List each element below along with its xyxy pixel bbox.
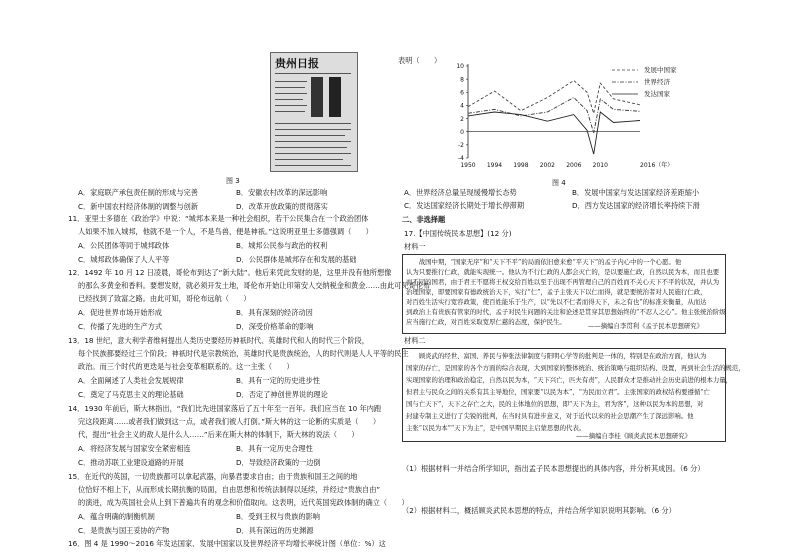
q11-option-a[interactable]: A．公民团体等同于城邦政体 [78, 241, 170, 250]
q12-stem-2: 的那么多黄金和香料。要想发财，就必须开发土地，哥伦布开始让印第安人交纳税金和黄金……由此可见哥伦布 [78, 281, 431, 290]
q10-option-a[interactable]: A．家庭联产承包责任制的形成与完善 [78, 188, 198, 197]
material1-title: 材料一 [404, 242, 426, 251]
q13-option-b[interactable]: B．具有一定的历史进步性 [236, 376, 320, 385]
y-tick-label: 4 [460, 102, 464, 110]
x-tick-label: 1994 [486, 162, 503, 169]
y-tick-label: 10 [456, 63, 464, 71]
q10-option-b[interactable]: B．安徽农村改革的深远影响 [236, 188, 328, 197]
material1-line-1: 战国中期，“国家无序”和“天下不平”的局面依旧愈来愈“平天下”的孟子内心中的一个心愿。他 [406, 258, 682, 266]
series-line-1 [468, 98, 640, 134]
section-heading: 二、非选择题 [402, 215, 446, 224]
q12-option-a[interactable]: A．促进世界市场开始形成 [78, 308, 162, 317]
newspaper-masthead: 贵州日报 [275, 57, 319, 70]
material2-line-1: 顾炎武的经世、富国、养民与伸张法律制度与阳明心学等的批判是一体的，特别是在政治方面，他认为 [406, 352, 707, 360]
y-tick-label: -2 [458, 142, 464, 150]
q11-option-d[interactable]: D．公民群体是城邦存在和发展的基础 [236, 255, 357, 264]
q17-ask-2[interactable]: （2）根据材料二，概括顾炎武民本思想的特点，并结合所学知识说明其影响。（6 分） [402, 506, 676, 515]
q13-option-c[interactable]: C．奠定了马克思主义的理论基础 [78, 390, 184, 399]
y-tick-label: 0 [460, 128, 464, 136]
growth-rate-chart [444, 60, 704, 172]
y-tick-label: 2 [460, 115, 464, 123]
q13-stem-1: 13．18 世纪，意大利学者维柯提出人类历史要经历神祇时代、英雄时代和人的时代三个阶段， [68, 336, 369, 345]
y-tick-label: -4 [458, 155, 464, 163]
q15-stem-3: 的演进，成为英国社会从上到下普遍共有的观念和价值取向。这表明，近代英国宪政体制的确立（ ） [78, 498, 409, 507]
q12-option-b[interactable]: B．具有深刻的经济动因 [236, 308, 313, 317]
material1-line-3: 而不同的国君，由于君王不愿将王权交给百姓以至于出现不再管理自己的百姓而不关心天下不平的状况，并认为 [406, 278, 720, 286]
x-tick-label: 1998 [513, 162, 529, 169]
material2-line-4: 但君主与民众之间的关系有其主导地位，国家要“以民为本”，“为民而立君”。主张国家的政权结构要遵循“亡 [406, 388, 710, 396]
q11-option-b[interactable]: B．城邦公民参与政治的权利 [236, 241, 328, 250]
fig3-label: 图 3 [226, 177, 240, 185]
q15-option-b[interactable]: B．受到王权与贵族的影响 [236, 512, 320, 521]
q14-stem-3: 代，提出“社会主义的敌人是什么人……”后来在斯大林的体制下，斯大林的说法（ ） [78, 430, 359, 439]
q11-stem-1: 11．亚里士多德在《政治学》中说：“城邦本来是一种社会组织，若干公民集合在一个政治团体 [68, 214, 369, 223]
material2-line-7: 主张“以民为本”“天下为主”，是中国早期民主启蒙思想的代表。 [406, 424, 586, 432]
material2-title: 材料二 [404, 336, 426, 345]
series-line-2 [468, 112, 640, 154]
material1-line-5: 对百姓生活实行宽容政策，使百姓能乐于生产，以“先以不仁者而得天下，未之有也”的标准来衡量，从而达 [406, 298, 707, 306]
q10-option-d[interactable]: D．改革开放政策的贯彻落实 [236, 202, 328, 211]
q12-stem-3: 已经找到了致富之路。由此可知，哥伦布远航（ ） [78, 294, 251, 303]
q14-stem-1: 14．1930 年前后，斯大林指出，“我们比先进国家落后了五十年至一百年。我们应当在 10 年内跑 [68, 404, 382, 413]
q10-option-c[interactable]: C．新中国农村经济体制的调整与创新 [78, 202, 199, 211]
q12-option-d[interactable]: D．深受价格革命的影响 [236, 322, 314, 331]
fig4-label: 图 4 [552, 179, 566, 187]
q14-option-c[interactable]: C．推动苏联工业建设道路的开展 [78, 458, 184, 467]
material2-source: ——摘编自李桂《顾炎武民本思想研究》 [576, 432, 692, 440]
material1-line-4: 治理国家，即要国家有德政统治天下，实行“仁”，孟子主张天下以仁而得，就是要统治者对人民施行仁政， [406, 288, 707, 296]
y-tick-label: 6 [460, 89, 464, 97]
q11-option-c[interactable]: C．城邦政体确保了人人平等 [78, 255, 170, 264]
material2-line-5: 国与亡天下”，天下之存亡之大，民的主体地位的思想，即“天下为主，君为客”，这种以民为本的思想，对 [406, 400, 704, 408]
material1-source: ——摘编自李贯利《孟子民本思想研究》 [588, 322, 704, 330]
material2-line-2: 国家的存亡，是国家的各个方面的综合表现，大到国家的整体统治、统治策略与组织结构、设置，再到社会生活的规范， [406, 364, 745, 372]
q15-stem-1: 15．在近代的英国，一切贵族都可以拿起武器，向暴君要求自由；由于贵族和国王之间的地 [68, 472, 358, 481]
y-tick-label: 8 [460, 76, 464, 84]
x-tick-label: 2006 [566, 162, 582, 169]
q15-option-c[interactable]: C．是贵族与国王妥协的产物 [78, 526, 170, 535]
q16-stem-continued: 表明（ ） [398, 56, 442, 65]
q13-stem-2: 每个民族都要经过三个阶段；神祇时代是宗教统治，英雄时代是贵族统治，人的时代则是人人平等的民主 [78, 349, 409, 358]
q14-option-b[interactable]: B．具有一定历史合理性 [236, 444, 313, 453]
newspaper-image [270, 52, 358, 172]
q13-stem-3: 政治。而三个时代的更迭是与社会变革相联系的。这一主张（ ） [78, 362, 294, 371]
q13-option-a[interactable]: A．全面阐述了人类社会发展规律 [78, 376, 184, 385]
material2-line-3: 实现国家的治理和政治稳定，自然以民为本，“天下兴亡，匹夫有责”，人民群众才是推动社会历史前进的根本力量， [406, 376, 733, 384]
q14-option-d[interactable]: D．导致经济政策的一边倒 [236, 458, 321, 467]
q11-stem-2: 人如果不加入城邦，他就不是一个人，不是鸟兽，便是神祇。”这说明亚里士多德强调（ ） [78, 227, 373, 236]
material1-line-6: 到政治上有贵族有管家的时代，孟子对民生问题的关注和论述是贯穿其思想始终的“不忍人之心”。他主张统治阶级 [406, 308, 726, 316]
q12-option-c[interactable]: C．传播了先进的生产方式 [78, 322, 163, 331]
q16-option-a[interactable]: A．世界经济总量呈现缓慢增长态势 [404, 188, 517, 197]
q16-option-b[interactable]: B．发展中国家与发达国家经济差距缩小 [572, 188, 700, 197]
legend-label-2: 发达国家 [644, 90, 670, 98]
q16-option-c[interactable]: C．发达国家经济长期处于增长停滞期 [404, 201, 525, 210]
q13-option-d[interactable]: D．否定了神创世界说的理论 [236, 390, 328, 399]
q17-title: 17.【中国传统民本思想】(12 分) [404, 229, 512, 238]
material1-line-7: 应当施行仁政，对百姓采取宽厚仁慈的态度，保护民生。 [406, 318, 566, 326]
q16-option-d[interactable]: D．西方发达国家的经济增长率持续下滑 [572, 201, 700, 210]
material1-line-2: 认为只要推行仁政，就能实现统一。他认为不行仁政的人都会灭亡的，是以要施仁政，自然以民为本，而且也要 [406, 268, 720, 276]
q17-ask-1[interactable]: （1）根据材料一并结合所学知识，指出孟子民本思想提出的具体内容，并分析其成因。（6 分） [402, 464, 705, 473]
q15-stem-2: 位恰好不相上下，从而形成长期抗衡的局面，自由思想和传统法制得以延续，并经过“贵族自由” [78, 485, 381, 494]
x-tick-label: 2010 [592, 162, 608, 169]
q14-option-a[interactable]: A．将经济发展与国家安全紧密相连 [78, 444, 191, 453]
q16-stem-1: 16．图 4 是 1990～2016 年发达国家、发展中国家以及世界经济平均增长率统计图（单位：%）这 [68, 539, 386, 548]
legend-label-0: 发展中国家 [644, 66, 677, 74]
q14-stem-2: 完这段距离……或者我们做到这一点，或者我们被人打倒。”斯大林的这一论断的实质是（ ） [78, 417, 381, 426]
q12-stem-1: 12．1492 年 10 月 12 日凌晨，哥伦布到达了“新大陆”。他后来凭此发财的是，这里并没有他所想像 [68, 268, 392, 277]
x-tick-label: 2002 [539, 162, 556, 169]
x-tick-label: 2016（年） [640, 162, 674, 169]
x-tick-label: 1950 [460, 162, 476, 169]
legend-label-1: 世界经济 [644, 78, 670, 86]
q15-option-a[interactable]: A．蕴含明确的制衡机制 [78, 512, 155, 521]
material2-line-6: 封建专制主义进行了尖锐的批判，在当时具有进步意义，对于近代以来的社会思潮产生了深远影响。他 [406, 412, 694, 420]
q15-option-d[interactable]: D．具有深远的历史渊源 [236, 526, 314, 535]
